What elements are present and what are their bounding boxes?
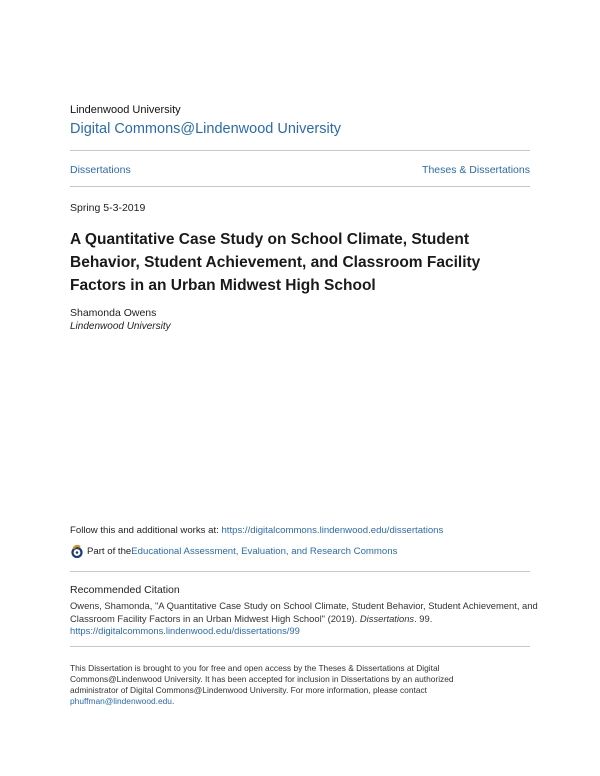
document-title: A Quantitative Case Study on School Climate, Student Behavior, Student Achievement, and Classroom Facility Factors in an Urban Midwest High School — [70, 231, 481, 294]
author-affiliation: Lindenwood University — [70, 321, 171, 332]
author-name: Shamonda Owens — [70, 307, 157, 319]
citation-url-link[interactable]: https://digitalcommons.lindenwood.edu/dissertations/99 — [70, 625, 300, 636]
recommended-citation-heading: Recommended Citation — [70, 584, 180, 596]
publication-date: Spring 5-3-2019 — [70, 202, 146, 214]
open-access-icon — [70, 544, 84, 558]
divider-nav — [70, 186, 530, 187]
follow-prefix: Follow this and additional works at: — [70, 525, 222, 536]
part-of-line — [70, 544, 397, 558]
part-of-prefix: Part of the — [87, 545, 132, 557]
divider-top — [70, 150, 530, 151]
disclaimer-text — [70, 663, 500, 707]
divider-disclaimer — [70, 646, 530, 647]
breadcrumb-theses-link[interactable]: Theses & Dissertations — [422, 164, 530, 176]
citation-body: Owens, Shamonda, "A Quantitative Case Study on School Climate, Student Behavior, Student Achievement, and Classroom Facility Factors in an Urban Midwest High School" (2019). — [70, 600, 538, 624]
follow-link[interactable]: https://digitalcommons.lindenwood.edu/dissertations — [221, 525, 444, 536]
repository-link[interactable]: Digital Commons@Lindenwood University — [70, 121, 341, 137]
citation-number: . 99. — [414, 612, 433, 624]
commons-link[interactable]: Educational Assessment, Evaluation, and Research Commons — [131, 545, 398, 557]
divider-citation — [70, 571, 530, 572]
citation-text — [70, 600, 540, 638]
disclaimer-body: This Dissertation is brought to you for free and open access by the Theses & Dissertations at Digital Commons@Lindenwood University. It has been accepted for inclusion in Dissertations by an authorized administrator of Digital Commons@Lindenwood University. For more information, please contact — [70, 663, 454, 695]
contact-email-link[interactable]: phuffman@lindenwood.edu — [70, 696, 172, 706]
disclaimer-end: . — [171, 696, 175, 706]
institution-name: Lindenwood University — [70, 104, 181, 116]
follow-line — [70, 525, 443, 536]
citation-journal: Dissertations — [359, 612, 415, 624]
breadcrumb-dissertations-link[interactable]: Dissertations — [70, 164, 131, 176]
